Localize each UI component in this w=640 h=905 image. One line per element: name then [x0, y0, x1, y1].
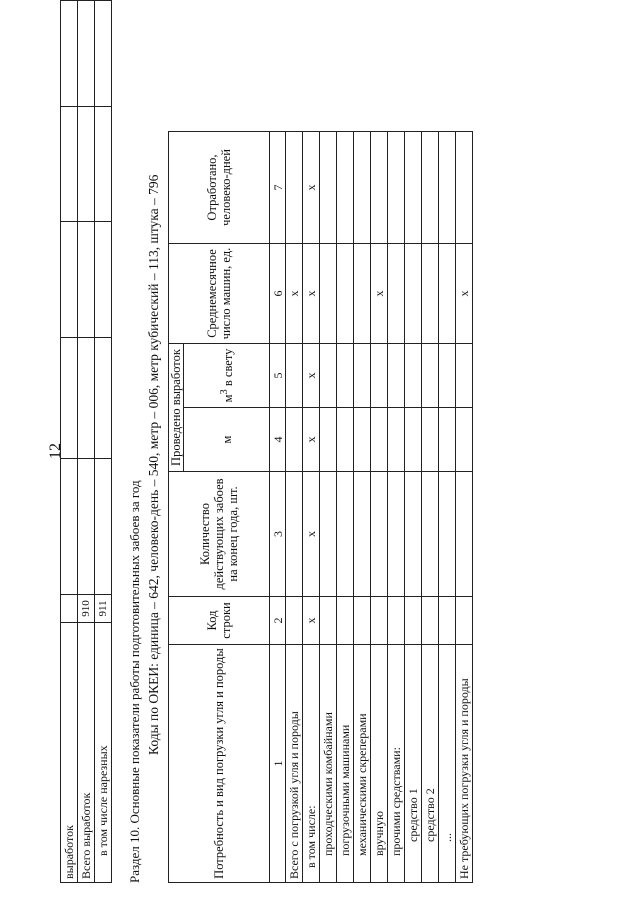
row-code — [61, 594, 78, 623]
cell — [405, 244, 422, 344]
row-name: прочими средствами: — [388, 645, 405, 883]
cell: х — [303, 244, 320, 344]
cell — [405, 344, 422, 408]
header-avg-machines: Среднемесячное число машин, ед. — [169, 244, 270, 344]
cell — [388, 344, 405, 408]
table-row — [388, 132, 405, 883]
table-row — [337, 132, 354, 883]
cell — [439, 472, 456, 597]
table-row — [439, 132, 456, 883]
row-code: 911 — [95, 594, 112, 623]
col-number: 6 — [270, 244, 286, 344]
header-man-days: Отработано, человеко-дней — [169, 132, 270, 244]
row-name: в том числе нарезных — [95, 623, 112, 883]
cell — [337, 472, 354, 597]
cell — [422, 244, 439, 344]
column-number-row — [270, 132, 286, 883]
cell — [320, 244, 337, 344]
cell — [456, 472, 473, 597]
header-cubic-post: в свету — [221, 348, 236, 390]
cell — [388, 244, 405, 344]
cell — [456, 597, 473, 645]
row-name: Всего с погрузкой угля и породы — [286, 645, 303, 883]
cell — [388, 597, 405, 645]
cell — [371, 344, 388, 408]
cell — [354, 597, 371, 645]
table-row — [422, 132, 439, 883]
col-number: 5 — [270, 344, 286, 408]
header-row — [169, 132, 184, 883]
cell — [61, 1, 78, 107]
section-10-table — [168, 131, 473, 883]
col-number: 4 — [270, 408, 286, 472]
cell — [422, 472, 439, 597]
cell — [422, 408, 439, 472]
cell — [388, 472, 405, 597]
cell: х — [303, 472, 320, 597]
cell — [337, 408, 354, 472]
table-row — [456, 132, 473, 883]
cell: х — [303, 344, 320, 408]
cell — [354, 472, 371, 597]
row-code: 910 — [78, 594, 95, 623]
cell — [405, 408, 422, 472]
cell — [439, 408, 456, 472]
row-name: вручную — [371, 645, 388, 883]
col-number: 1 — [270, 645, 286, 883]
cell — [61, 222, 78, 338]
cell — [405, 472, 422, 597]
row-name: в том числе: — [303, 645, 320, 883]
cell — [371, 408, 388, 472]
cell — [422, 132, 439, 244]
cell — [78, 106, 95, 222]
cell — [61, 459, 78, 594]
header-meters: м — [184, 408, 270, 472]
table-row — [95, 1, 112, 883]
col-number: 2 — [270, 597, 286, 645]
cell — [371, 472, 388, 597]
cell — [286, 132, 303, 244]
cell — [320, 344, 337, 408]
cell — [439, 597, 456, 645]
table-row — [354, 132, 371, 883]
cell — [456, 344, 473, 408]
header-need-and-loading-type: Потребность и вид погрузки угля и породы — [169, 645, 270, 883]
cell — [371, 132, 388, 244]
cell — [61, 337, 78, 458]
cell — [439, 344, 456, 408]
cell — [405, 132, 422, 244]
row-name: ... — [439, 645, 456, 883]
header-cubic-sup: 3 — [218, 389, 230, 395]
row-name: Не требующих погрузки угля и породы — [456, 645, 473, 883]
cell: х — [456, 244, 473, 344]
cell — [337, 244, 354, 344]
cell — [456, 408, 473, 472]
cell — [405, 597, 422, 645]
cell — [78, 1, 95, 107]
header-row-code: Код строки — [169, 597, 270, 645]
cell — [320, 408, 337, 472]
table-row — [405, 132, 422, 883]
row-name: проходческими комбайнами — [320, 645, 337, 883]
page-number: 12 — [47, 443, 64, 459]
header-cubic-meters — [184, 344, 270, 408]
cell — [388, 408, 405, 472]
table-row — [61, 1, 78, 883]
cell: х — [303, 408, 320, 472]
cell — [371, 597, 388, 645]
row-name: выработок — [61, 623, 78, 883]
cell — [320, 597, 337, 645]
cell — [95, 106, 112, 222]
table-row — [78, 1, 95, 883]
cell — [439, 132, 456, 244]
cell: х — [286, 244, 303, 344]
cell — [286, 344, 303, 408]
okei-codes: Коды по ОКЕИ: единица – 642, человеко-день – 540, метр – 006, метр кубический – 113, штука – 796 — [146, 174, 161, 755]
col-number: 3 — [270, 472, 286, 597]
cell — [95, 1, 112, 107]
col-number: 7 — [270, 132, 286, 244]
cell — [286, 597, 303, 645]
header-cubic-pre: м — [221, 394, 236, 403]
cell — [354, 344, 371, 408]
cell — [95, 222, 112, 338]
cell — [354, 408, 371, 472]
previous-table-fragment — [60, 0, 112, 883]
row-name: погрузочными машинами — [337, 645, 354, 883]
row-name: механическими скреперами — [354, 645, 371, 883]
cell: х — [371, 244, 388, 344]
header-workings-driven: Проведено выработок — [169, 344, 184, 472]
cell — [456, 132, 473, 244]
cell — [286, 408, 303, 472]
cell — [95, 337, 112, 458]
cell — [78, 459, 95, 594]
table-row — [320, 132, 337, 883]
table-row — [371, 132, 388, 883]
cell — [78, 337, 95, 458]
cell — [286, 472, 303, 597]
cell — [388, 132, 405, 244]
cell — [337, 597, 354, 645]
cell — [337, 132, 354, 244]
cell — [95, 459, 112, 594]
section-title: Раздел 10. Основные показатели работы подготовительных забоев за год — [127, 480, 142, 883]
table-row — [303, 132, 320, 883]
cell — [422, 344, 439, 408]
cell — [320, 472, 337, 597]
cell — [354, 132, 371, 244]
table-row — [286, 132, 303, 883]
cell — [422, 597, 439, 645]
row-name: средство 1 — [405, 645, 422, 883]
cell — [320, 132, 337, 244]
cell: х — [303, 132, 320, 244]
row-name: средство 2 — [422, 645, 439, 883]
cell — [337, 344, 354, 408]
cell — [78, 222, 95, 338]
cell — [354, 244, 371, 344]
cell: х — [303, 597, 320, 645]
cell — [61, 106, 78, 222]
cell — [439, 244, 456, 344]
header-active-faces: Количество действующих забоев на конец года, шт. — [169, 472, 270, 597]
row-name: Всего выработок — [78, 623, 95, 883]
